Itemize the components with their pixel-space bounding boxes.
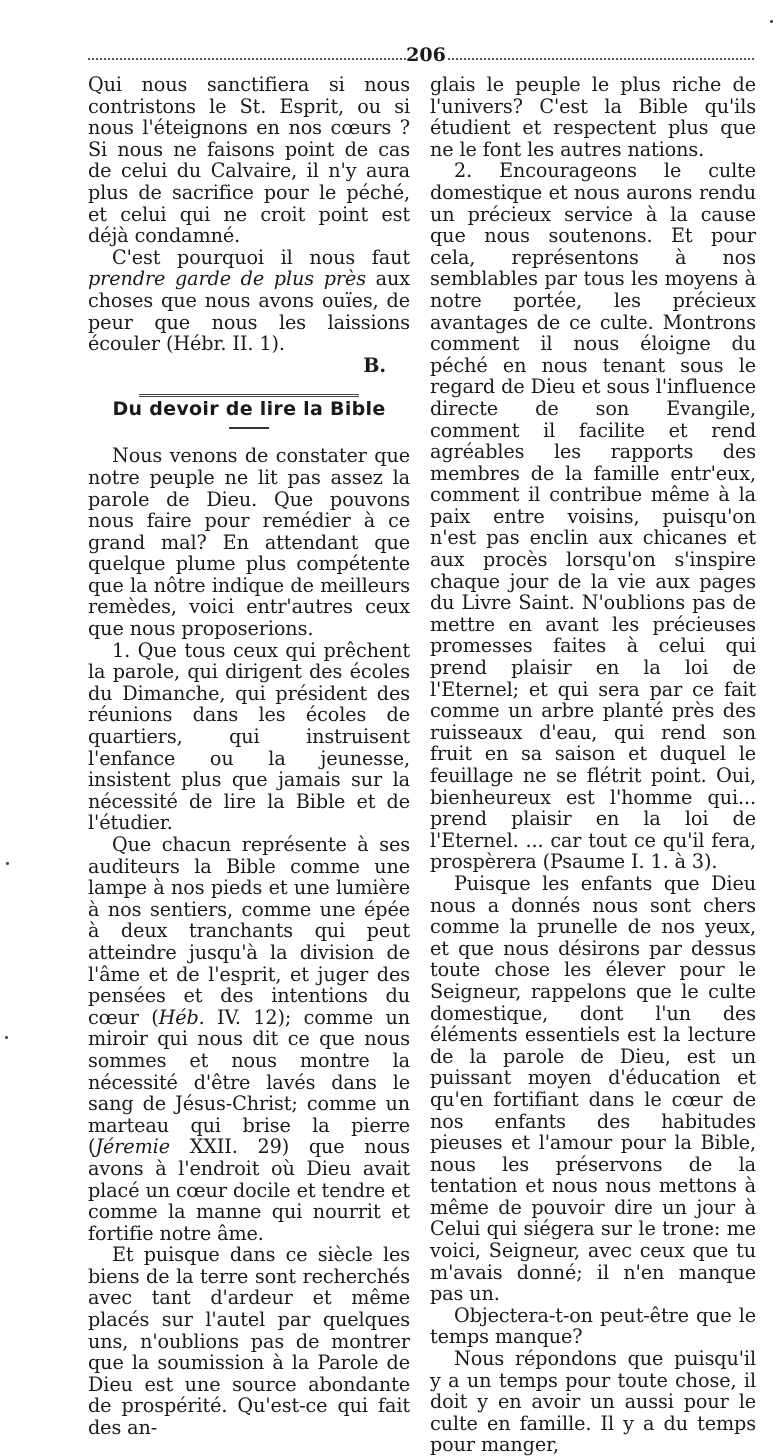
paragraph <box>88 834 410 1244</box>
article-title: Du devoir de lire la Bible <box>112 398 386 421</box>
paragraph: Et puisque dans ce siècle les biens de la terre sont recherchés avec tant d'ardeur et même placés sur l'autel par quelques uns, n'oublions pas de montrer que la soumission à la Parole de Dieu est une source abondante de prospérité. Qu'est-ce qui fait des an- <box>88 1243 410 1440</box>
emphasis: Héb. <box>158 1005 205 1029</box>
text-run: XXII. 29) que nous avons à l'endroit où Dieu avait placé un cœur docile et tendre et comme la manne qui nourrit et fortifie notre âme. <box>88 1135 410 1245</box>
paragraph: glais le peuple le plus riche de l'univers? C'est la Bible qu'ils étudient et respectent plus que ne le font les autres nations. <box>430 73 756 161</box>
text-run: IV. 12); comme un miroir qui nous dit ce que nous sommes et nous montre la nécessité d'être lavés dans le sang de Jésus-Christ; comme un marteau qui brise la pierre ( <box>88 1005 410 1159</box>
paragraph: Nous répondons que puisqu'il y a un temps pour toute chose, il doit y en avoir un aussi pour le culte en famille. Il y a du temps pour manger, <box>430 1347 756 1456</box>
paragraph <box>88 247 410 355</box>
author-signature: B. <box>363 353 386 377</box>
text-run: Que chacun représente à ses auditeurs la Bible comme une lampe à nos pieds et une lumière à nos sentiers, comme une épée à deux tranchants qui peut atteindre jusqu'à la division de l'âme et de l'esprit, et juger des pensées et des intentions du cœur ( <box>88 833 410 1029</box>
paragraph: 1. Que tous ceux qui prêchent la parole, qui dirigent des écoles du Dimanche, qui président des réunions dans les écoles de quartiers, qui instruisent l'enfance ou la jeunesse, insistent plus que jamais sur la nécessité de lire la Bible et de l'étudier. <box>88 638 410 835</box>
left-column <box>88 74 410 1439</box>
text-run: C'est pourquoi il nous faut <box>112 245 410 269</box>
paragraph: Qui nous sanctifiera si nous contristons le St. Esprit, ou si nous l'éteignons en nos cœurs ? Si nous ne faisons point de cas de celui du Calvaire, il n'y aura plus de sacrifice pour le péché, et celui qui ne croit point est déjà condamné. <box>88 73 410 248</box>
paragraph: Objectera-t-on peut-être que le temps manque? <box>430 1303 756 1349</box>
paper-speck <box>770 20 773 23</box>
paper-speck <box>6 862 9 865</box>
title-underline <box>229 427 269 429</box>
paragraph: Puisque les enfants que Dieu nous a donnés nous sont chers comme la prunelle de nos yeux, et que nous désirons par dessus toute chose les élever pour le Seigneur, rappelons que le culte domestique, dont l'un des éléments essentiels est la lecture de la parole de Dieu, est un puissant moyen d'éducation et qu'en fortifiant dans le cœur de nos enfants des habitudes pieuses et l'amour pour la Bible, nous les préservons de la tentation et nous nous mettons à même de pouvoir dire un jour à Celui qui siégera sur le trone: me voici, Seigneur, avec ceux que tu m'avais donné; il n'en manque pas un. <box>430 871 756 1306</box>
text-run: aux choses que nous avons ouïes, de peur que nous les laissions écouler (Hébr. II. 1). <box>88 267 410 356</box>
right-column <box>430 74 756 1456</box>
page-number: 206 <box>406 44 446 66</box>
paragraph: 2. Encourageons le culte domestique et nous aurons rendu un précieux service à la cause que nous soutenons. Et pour cela, représentons à nos semblables par tous les moyens à notre portée, les précieux avantages de ce culte. Montrons comment il nous éloigne du péché en nous tenant sous le regard de Dieu et sous l'influence directe de son Evangile, comment il facilite et rend agréables les rapports des membres de la famille entr'eux, comment il contribue même à la paix entre voisins, puisqu'on n'est pas enclin aux chicanes et aux procès lorsqu'on s'inspire chaque jour de la vie aux pages du Livre Saint. N'oublions pas de mettre en avant les précieuses promesses faites à celui qui prend plaisir en la loi de l'Eternel; et qui sera par ce fait comme un arbre planté près des ruisseaux d'eau, qui rend son fruit en sa saison et duquel le feuillage ne se flétrit point. Oui, bienheureux est l'homme qui... prend plaisir en la loi de l'Eternel. ... car tout ce qu'il fera, prospèrera (Psaume I. 1. à 3). <box>430 159 756 874</box>
emphasis: prendre garde de plus près <box>88 267 366 291</box>
paragraph: Nous venons de constater que notre peuple ne lit pas assez la parole de Dieu. Que pouvons nous faire pour remédier à ce grand mal? En attendant que quelque plume plus compétente que la nôtre indique de meilleurs remèdes, voici entr'autres ceux que nous proposerions. <box>88 444 410 641</box>
page-header <box>88 44 754 66</box>
emphasis: Jéremie <box>95 1135 170 1159</box>
paper-speck <box>5 1036 8 1039</box>
